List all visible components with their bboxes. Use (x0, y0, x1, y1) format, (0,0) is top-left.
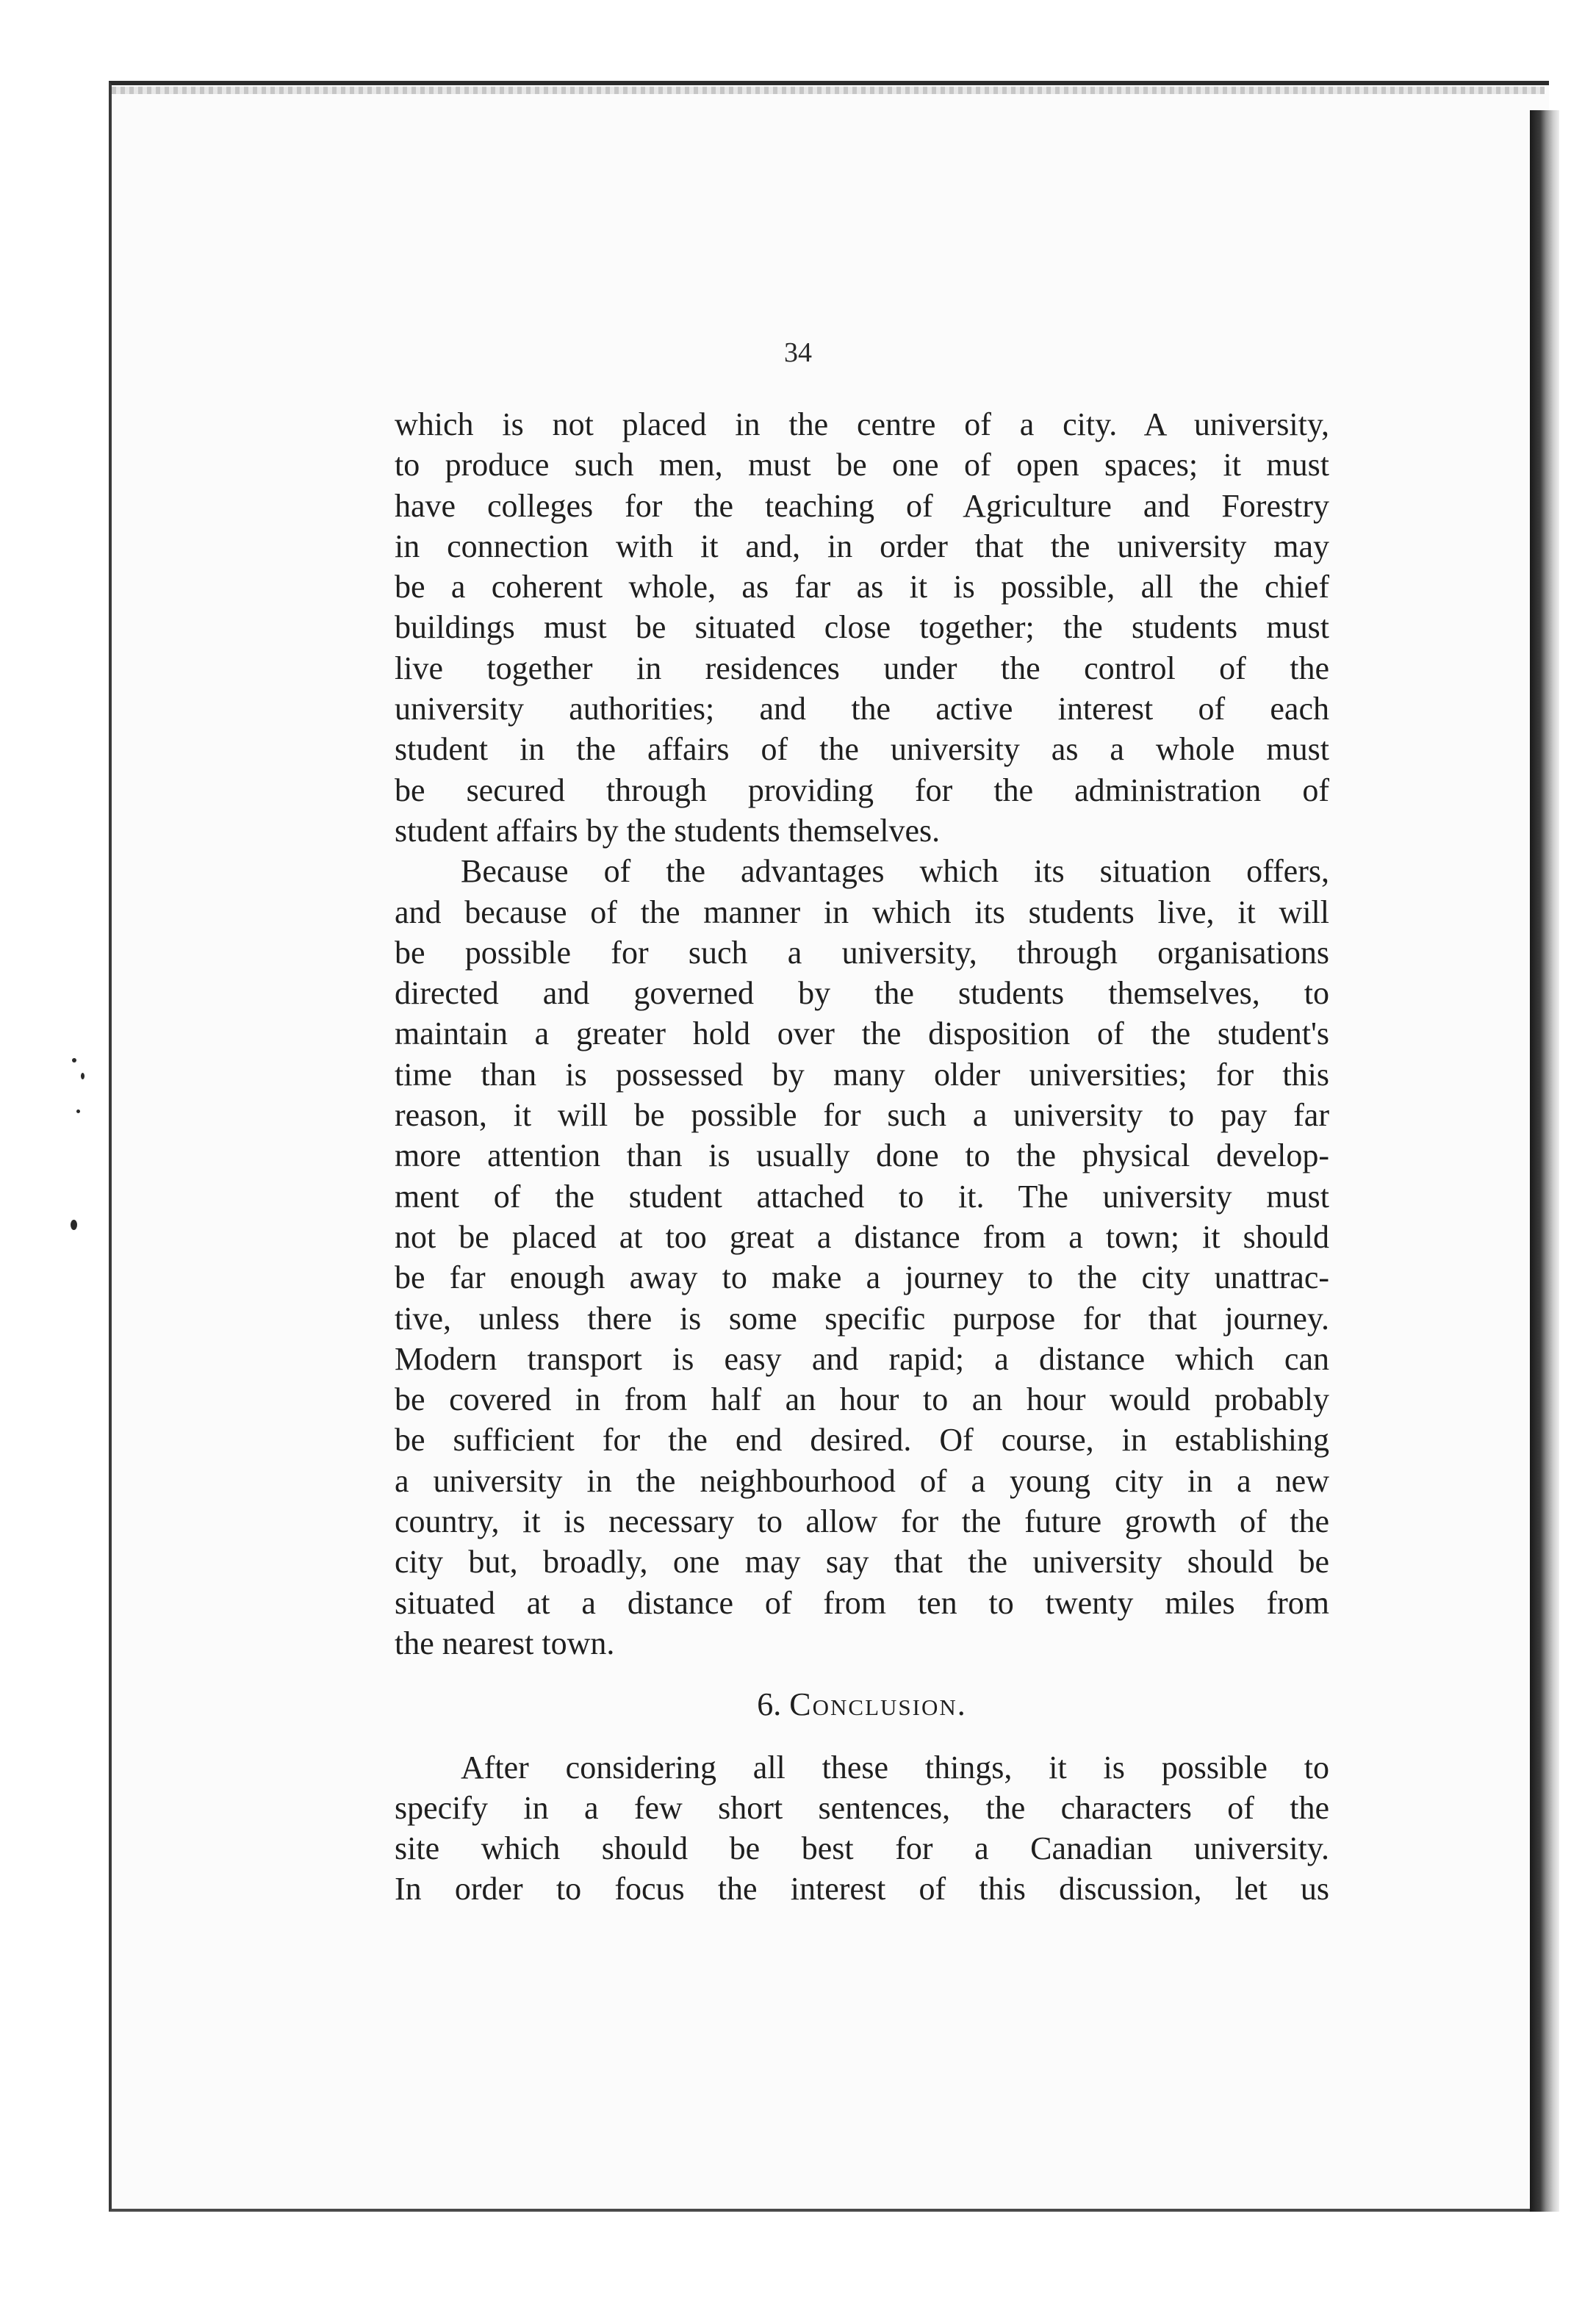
text-line: country, it is necessary to allow for the future growth of the (395, 1503, 1329, 1540)
text-line: ment of the student attached to it. The university must (395, 1178, 1329, 1215)
text-line: Because of the advantages which its situation offers, (461, 853, 1329, 890)
text-line: time than is possessed by many older universities; for this (395, 1056, 1329, 1093)
text-line: After considering all these things, it is possible to (461, 1749, 1329, 1786)
text-line: city but, broadly, one may say that the university should be (395, 1544, 1329, 1581)
text-line: directed and governed by the students themselves, to (395, 975, 1329, 1012)
text-line: maintain a greater hold over the disposition of the student's (395, 1015, 1329, 1052)
text-line: be possible for such a university, through organisations (395, 934, 1329, 971)
text-line: which is not placed in the centre of a city. A university, (395, 406, 1329, 442)
paragraph-1 (395, 404, 1329, 851)
text-line: be far enough away to make a journey to the city unattrac- (395, 1259, 1329, 1296)
text-line: be covered in from half an hour to an hour would probably (395, 1381, 1329, 1418)
text-line: Modern transport is easy and rapid; a distance which can (395, 1340, 1329, 1377)
scan-specks (66, 1043, 96, 1264)
text-line: and because of the manner in which its students live, it will (395, 893, 1329, 930)
text-line: not be placed at too great a distance from a town; it should (395, 1218, 1329, 1255)
text-line: be secured through providing for the administration of (395, 772, 1329, 808)
text-line: to produce such men, must be one of open spaces; it must (395, 447, 1329, 483)
text-line: more attention than is usually done to the physical develop- (395, 1137, 1329, 1174)
text-line: have colleges for the teaching of Agriculture and Forestry (395, 487, 1329, 524)
text-line: a university in the neighbourhood of a young city in a new (395, 1462, 1329, 1499)
text-line: buildings must be situated close together; the students must (395, 609, 1329, 646)
text-line: student in the affairs of the university as a whole must (395, 731, 1329, 768)
page-number: 34 (784, 337, 812, 368)
body-text (395, 404, 1329, 1910)
text-line: the nearest town. (395, 1625, 615, 1661)
section-number: 6. (757, 1686, 782, 1723)
paragraph-3 (395, 1747, 1329, 1910)
section-heading (395, 1684, 1329, 1725)
text-line: site which should be best for a Canadian university. (395, 1830, 1329, 1867)
section-title: Conclusion. (789, 1686, 967, 1723)
text-line: reason, it will be possible for such a university to pay far (395, 1097, 1329, 1134)
paragraph-2 (395, 851, 1329, 1664)
text-line: specify in a few short sentences, the characters of the (395, 1789, 1329, 1826)
text-line: situated at a distance of from ten to twenty miles from (395, 1584, 1329, 1621)
text-line: student affairs by the students themselves. (395, 812, 941, 849)
page-top-edge (112, 87, 1545, 94)
text-line: in connection with it and, in order that the university may (395, 528, 1329, 564)
text-line: live together in residences under the control of the (395, 650, 1329, 686)
page-binding-edge (1530, 110, 1559, 2212)
text-line: In order to focus the interest of this discussion, let us (395, 1871, 1329, 1907)
text-line: be sufficient for the end desired. Of course, in establishing (395, 1422, 1329, 1459)
text-line: university authorities; and the active interest of each (395, 691, 1329, 727)
text-line: be a coherent whole, as far as it is possible, all the chief (395, 569, 1329, 605)
text-line: tive, unless there is some specific purpose for that journey. (395, 1300, 1329, 1337)
